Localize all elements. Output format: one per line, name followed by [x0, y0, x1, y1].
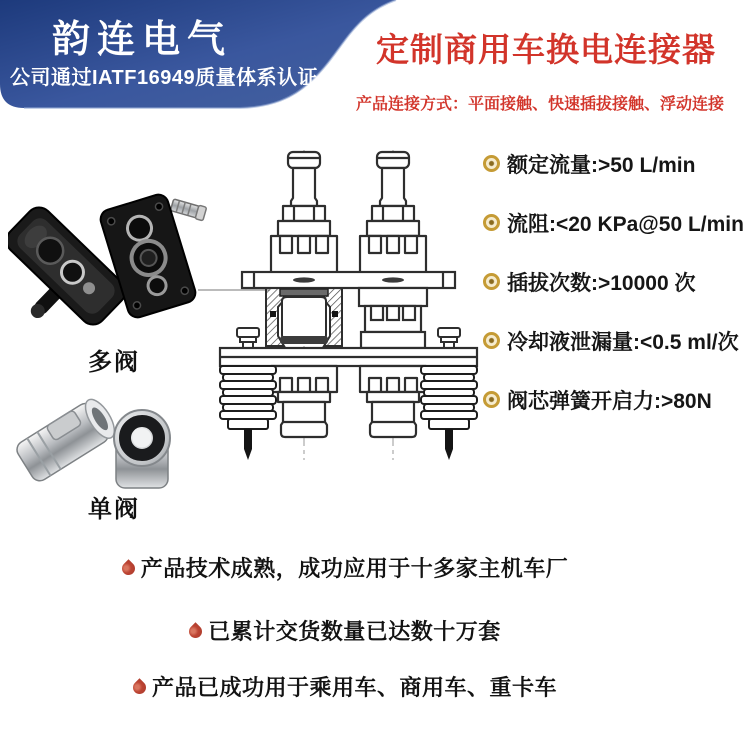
spec-list	[483, 150, 744, 445]
company-name: 韵连电气	[52, 19, 233, 61]
red-droplet-icon	[119, 559, 137, 577]
highlight-text: 产品技术成熟，成功应用于十多家主机车厂	[140, 556, 569, 581]
highlight-text: 已累计交货数量已达数十万套	[208, 619, 501, 644]
spec-item-text: 阀芯弹簧开启力:>80N	[507, 389, 712, 413]
red-droplet-icon	[130, 678, 148, 696]
highlight-text: 产品已成功用于乘用车、商用车、重卡车	[151, 675, 557, 700]
single-valve-label: 单阀	[88, 496, 140, 523]
spec-item-text: 冷却液泄漏量:<0.5 ml/次	[507, 330, 739, 354]
spec-item	[483, 268, 744, 295]
single-valve-photo	[14, 390, 186, 494]
red-droplet-icon	[187, 622, 205, 640]
spec-item-text: 额定流量:>50 L/min	[507, 153, 696, 177]
spec-item	[483, 150, 744, 177]
gold-target-icon	[483, 155, 500, 172]
spec-item	[483, 386, 744, 413]
technical-drawing	[196, 150, 484, 464]
page-title: 定制商用车换电连接器	[376, 31, 716, 68]
multi-valve-label: 多阀	[88, 349, 140, 376]
gold-target-icon	[483, 332, 500, 349]
multi-valve-photo	[8, 184, 208, 342]
highlight-row	[0, 671, 690, 702]
connection-methods-line: 产品连接方式：平面接触、快速插拔接触、浮动连接	[356, 96, 725, 113]
highlight-row	[0, 552, 690, 583]
highlight-row	[0, 615, 690, 646]
spec-item	[483, 209, 744, 236]
gold-target-icon	[483, 214, 500, 231]
gold-target-icon	[483, 273, 500, 290]
spec-item-text: 插拔次数:>10000 次	[507, 271, 696, 295]
spec-item-text: 流阻:<20 KPa@50 L/min	[507, 212, 744, 236]
spec-item	[483, 327, 744, 354]
gold-target-icon	[483, 391, 500, 408]
certification-text: 公司通过IATF16949质量体系认证	[10, 67, 319, 89]
